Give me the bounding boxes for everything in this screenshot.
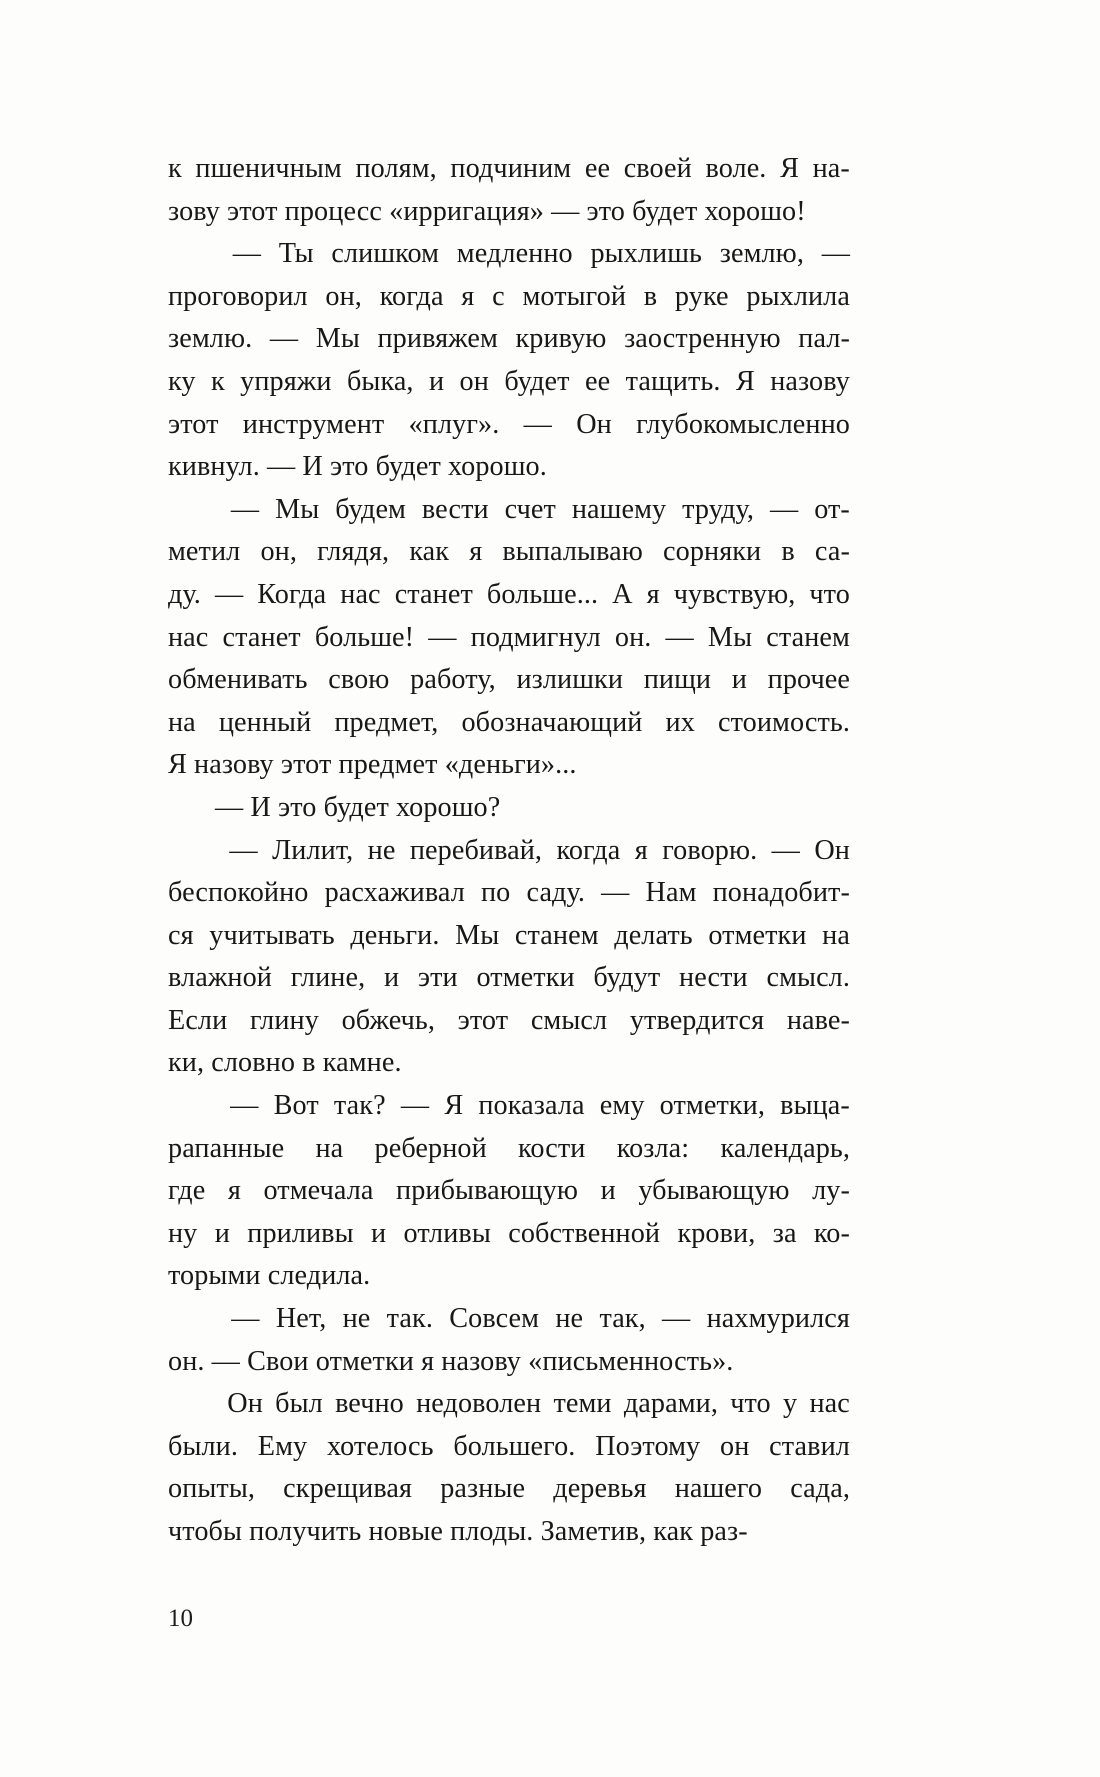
word: крови, bbox=[677, 1217, 756, 1249]
word: — bbox=[665, 621, 694, 653]
word: и bbox=[214, 1217, 230, 1249]
word: подчиним bbox=[450, 153, 572, 184]
word: я bbox=[227, 1175, 241, 1207]
word: землю, bbox=[719, 238, 804, 270]
text-line bbox=[168, 404, 850, 447]
word: рапанные bbox=[168, 1132, 285, 1164]
word: «плуг». bbox=[408, 408, 500, 440]
word: так, bbox=[599, 1303, 646, 1335]
word: недоволен bbox=[416, 1388, 542, 1420]
word: — bbox=[214, 578, 244, 610]
word: глядя, bbox=[317, 536, 390, 568]
text-line: — И это будет хорошо? bbox=[215, 791, 501, 823]
word: хотелось bbox=[326, 1430, 434, 1462]
word: и bbox=[383, 962, 400, 994]
word: так? bbox=[333, 1090, 386, 1122]
word: выпалываю bbox=[502, 536, 643, 568]
text-line bbox=[168, 830, 850, 873]
word: упряжи bbox=[240, 365, 332, 397]
word: нашего bbox=[674, 1473, 763, 1505]
word: Поэтому bbox=[595, 1430, 701, 1462]
word: нашему bbox=[571, 493, 667, 525]
word: нахмурился bbox=[706, 1303, 850, 1335]
word: сорняки bbox=[663, 536, 762, 568]
paragraph bbox=[168, 1298, 850, 1383]
word: глине, bbox=[290, 962, 366, 994]
word: этот bbox=[168, 408, 219, 440]
text-line: зову этот процесс «ирригация» — это будет хорошо! bbox=[168, 195, 806, 227]
text-line bbox=[168, 489, 850, 532]
paragraph bbox=[168, 1085, 850, 1298]
word: Я bbox=[780, 153, 799, 184]
word: рыхлишь bbox=[590, 238, 703, 270]
text-line bbox=[168, 276, 850, 319]
word: — bbox=[232, 238, 261, 270]
word: я bbox=[469, 536, 483, 568]
word: выца- bbox=[780, 1090, 850, 1122]
word: вести bbox=[421, 493, 489, 525]
word: больше! bbox=[314, 621, 415, 653]
word: медленно bbox=[456, 238, 573, 270]
word: — bbox=[428, 621, 457, 653]
word: был bbox=[275, 1388, 323, 1420]
text-line: торыми следила. bbox=[168, 1260, 371, 1292]
word: Мы bbox=[275, 493, 320, 525]
text-line bbox=[168, 574, 850, 617]
paragraph bbox=[168, 233, 850, 489]
word: разные bbox=[440, 1473, 526, 1505]
word: Ты bbox=[278, 238, 314, 270]
word: ко- bbox=[813, 1217, 850, 1249]
word: к bbox=[168, 153, 182, 184]
word: стоимость. bbox=[717, 706, 850, 738]
text-line bbox=[168, 957, 850, 1000]
word: работу, bbox=[410, 664, 496, 696]
word: на- bbox=[812, 153, 850, 184]
word: ему bbox=[599, 1090, 645, 1122]
word: — bbox=[771, 834, 800, 866]
text-line bbox=[168, 1000, 850, 1043]
word: учитывать bbox=[209, 919, 335, 951]
word: смысл. bbox=[766, 962, 850, 994]
word: когда bbox=[379, 280, 444, 312]
word: были. bbox=[168, 1430, 238, 1462]
word: он bbox=[459, 365, 489, 397]
word: ку bbox=[168, 365, 196, 397]
word: большего. bbox=[453, 1430, 576, 1462]
word: — bbox=[821, 238, 850, 270]
text-line bbox=[168, 1170, 850, 1213]
word: я bbox=[634, 834, 648, 866]
word: он, bbox=[325, 280, 362, 312]
word: рыхлила bbox=[746, 280, 850, 312]
text-line bbox=[168, 872, 850, 915]
word: ся bbox=[168, 919, 194, 951]
word: метил bbox=[168, 536, 241, 568]
word: Мы bbox=[707, 621, 753, 653]
word: их bbox=[665, 706, 695, 738]
word: обжечь, bbox=[341, 1004, 435, 1036]
paragraph-indent bbox=[168, 489, 215, 532]
word: Я bbox=[735, 365, 755, 397]
word: — bbox=[769, 493, 799, 525]
word: станем bbox=[766, 621, 850, 653]
word: — bbox=[230, 1090, 259, 1122]
word: этот bbox=[457, 1004, 509, 1036]
word: кости bbox=[518, 1132, 586, 1164]
word: когда bbox=[556, 834, 621, 866]
word: за bbox=[772, 1217, 797, 1249]
word: нас bbox=[168, 621, 209, 653]
paragraph bbox=[168, 1383, 850, 1553]
word: — bbox=[230, 493, 260, 525]
word: показала bbox=[478, 1090, 585, 1122]
word: ду. bbox=[168, 578, 201, 610]
word: назову bbox=[770, 365, 850, 397]
word: деревья bbox=[553, 1473, 647, 1505]
word: по bbox=[481, 877, 511, 909]
word: Он bbox=[227, 1388, 263, 1420]
word: делать bbox=[614, 919, 693, 951]
word: — bbox=[269, 323, 299, 355]
word: заостренную bbox=[624, 323, 781, 355]
word: в bbox=[781, 536, 795, 568]
word: Я bbox=[444, 1090, 464, 1122]
text-line bbox=[168, 1085, 850, 1128]
text-line bbox=[168, 702, 850, 745]
word: к bbox=[210, 365, 225, 397]
word: Мы bbox=[455, 919, 500, 951]
word: и bbox=[370, 1217, 387, 1249]
word: в bbox=[643, 280, 658, 312]
word: отметки, bbox=[659, 1090, 766, 1122]
word: я bbox=[646, 578, 660, 610]
paragraph-indent bbox=[168, 233, 215, 276]
word: перебивай, bbox=[409, 834, 543, 866]
word: излишки bbox=[516, 664, 624, 696]
text-line bbox=[168, 1298, 850, 1341]
word: ее bbox=[584, 153, 611, 184]
word: опыты, bbox=[168, 1473, 256, 1505]
text-line: Я назову этот предмет «деньги»... bbox=[168, 749, 577, 781]
word: станет bbox=[394, 578, 473, 610]
word: тащить. bbox=[625, 365, 721, 397]
word: кривую bbox=[515, 323, 607, 355]
word: наве- bbox=[786, 1004, 850, 1036]
word: не bbox=[342, 1303, 371, 1335]
word: смысл bbox=[530, 1004, 608, 1036]
word: будут bbox=[593, 962, 661, 994]
paragraph bbox=[168, 148, 850, 233]
word: от- bbox=[814, 493, 850, 525]
word: пищи bbox=[643, 664, 712, 696]
word: слишком bbox=[331, 238, 440, 270]
word: собственной bbox=[508, 1217, 661, 1249]
word: дарами, bbox=[623, 1388, 718, 1420]
word: Совсем bbox=[449, 1303, 540, 1335]
word: Лилит, bbox=[272, 834, 354, 866]
word: на bbox=[822, 919, 850, 951]
word: пал- bbox=[798, 323, 850, 355]
word: сада, bbox=[790, 1473, 850, 1505]
paragraph-indent bbox=[168, 1298, 215, 1341]
word: А bbox=[612, 578, 633, 610]
word: и bbox=[600, 1175, 616, 1207]
word: ну bbox=[168, 1217, 198, 1249]
word: проговорил bbox=[168, 280, 308, 312]
word: счет bbox=[504, 493, 556, 525]
word: так. bbox=[386, 1303, 433, 1335]
word: теми bbox=[553, 1388, 612, 1420]
word: — bbox=[601, 877, 630, 909]
word: — bbox=[400, 1090, 430, 1122]
word: деньги. bbox=[350, 919, 440, 951]
word: землю. bbox=[168, 323, 253, 355]
word: я bbox=[461, 280, 475, 312]
word: глубокомысленно bbox=[636, 408, 850, 440]
text-line bbox=[168, 1128, 850, 1171]
word: обменивать bbox=[168, 664, 308, 696]
word: Нет, bbox=[275, 1303, 327, 1335]
word: он, bbox=[260, 536, 297, 568]
word: станет bbox=[222, 621, 301, 653]
word: скрещивая bbox=[283, 1473, 413, 1505]
word: будем bbox=[335, 493, 406, 525]
word: козла: bbox=[616, 1132, 690, 1164]
paragraph bbox=[168, 489, 850, 787]
word: как bbox=[409, 536, 450, 568]
word: лу- bbox=[812, 1175, 850, 1207]
word: прочее bbox=[767, 664, 850, 696]
word: приливы bbox=[247, 1217, 354, 1249]
word: глину bbox=[249, 1004, 319, 1036]
word: с bbox=[492, 280, 505, 312]
word: расхаживал bbox=[324, 877, 465, 909]
word: он bbox=[720, 1430, 750, 1462]
text-line bbox=[168, 233, 850, 276]
text-line bbox=[168, 148, 850, 191]
word: руке bbox=[674, 280, 729, 312]
word: говорю. bbox=[662, 834, 758, 866]
word: где bbox=[168, 1175, 206, 1207]
word: отметки bbox=[708, 919, 807, 951]
word: эти bbox=[417, 962, 458, 994]
paragraph-indent bbox=[168, 830, 215, 873]
word: привяжем bbox=[377, 323, 498, 355]
word: Он bbox=[814, 834, 850, 866]
word: убывающую bbox=[638, 1175, 790, 1207]
word: не bbox=[367, 834, 396, 866]
word: нас bbox=[340, 578, 381, 610]
text-line bbox=[168, 318, 850, 361]
word: влажной bbox=[168, 962, 272, 994]
word: что bbox=[809, 578, 850, 610]
word: будет bbox=[504, 365, 570, 397]
word: у bbox=[783, 1388, 798, 1420]
word: Нам bbox=[645, 877, 697, 909]
word: мотыгой bbox=[522, 280, 627, 312]
word: Когда bbox=[257, 578, 327, 610]
word: ее bbox=[584, 365, 611, 397]
word: быка, bbox=[346, 365, 414, 397]
word: своей bbox=[623, 153, 692, 184]
paragraph bbox=[168, 787, 850, 830]
word: Он bbox=[576, 408, 612, 440]
word: и bbox=[428, 365, 445, 397]
word: нас bbox=[809, 1388, 850, 1420]
word: ценный bbox=[218, 706, 312, 738]
word: не bbox=[555, 1303, 584, 1335]
page-body-text bbox=[168, 148, 850, 1554]
word: станем bbox=[514, 919, 599, 951]
word: — bbox=[229, 834, 258, 866]
word: и bbox=[731, 664, 747, 696]
word: труду, bbox=[682, 493, 755, 525]
text-line bbox=[168, 1468, 850, 1511]
word: отливы bbox=[403, 1217, 491, 1249]
word: прибывающую bbox=[396, 1175, 579, 1207]
word: чувствую, bbox=[673, 578, 796, 610]
paragraph-indent bbox=[168, 1085, 215, 1128]
word: саду. bbox=[526, 877, 586, 909]
word: Мы bbox=[315, 323, 360, 355]
word: календарь, bbox=[720, 1132, 850, 1164]
word: подмигнул bbox=[470, 621, 601, 653]
word: пшеничным bbox=[195, 153, 342, 184]
text-line: чтобы получить новые плоды. Заметив, как раз- bbox=[168, 1516, 748, 1547]
text-line bbox=[168, 617, 850, 660]
text-line bbox=[168, 915, 850, 958]
text-line: кивнул. — И это будет хорошо. bbox=[168, 451, 547, 483]
word: обозначающий bbox=[461, 706, 643, 738]
text-line bbox=[168, 361, 850, 404]
word: на bbox=[315, 1132, 344, 1164]
word: ставил bbox=[769, 1430, 850, 1462]
word: он. bbox=[614, 621, 652, 653]
word: — bbox=[662, 1303, 691, 1335]
word: са- bbox=[814, 536, 850, 568]
word: больше... bbox=[486, 578, 599, 610]
word: предмет, bbox=[334, 706, 439, 738]
text-line: ки, словно в камне. bbox=[168, 1047, 402, 1079]
text-line: он. — Свои отметки я назову «письменность». bbox=[168, 1345, 734, 1377]
word: утвердится bbox=[629, 1004, 765, 1036]
word: инструмент bbox=[242, 408, 385, 440]
word: отметки bbox=[476, 962, 575, 994]
text-line bbox=[168, 1383, 850, 1426]
text-line bbox=[168, 531, 850, 574]
word: Ему bbox=[257, 1430, 308, 1462]
word: что bbox=[730, 1388, 771, 1420]
word: — bbox=[231, 1303, 260, 1335]
word: полям, bbox=[355, 153, 437, 184]
word: вечно bbox=[335, 1388, 404, 1420]
paragraph-indent bbox=[168, 1383, 215, 1426]
page-number: 10 bbox=[168, 1605, 193, 1632]
text-line bbox=[168, 1426, 850, 1469]
word: свою bbox=[328, 664, 390, 696]
word: понадобит- bbox=[712, 877, 850, 909]
word: воле. bbox=[705, 153, 767, 184]
word: — bbox=[523, 408, 552, 440]
word: реберной bbox=[374, 1132, 487, 1164]
word: на bbox=[168, 706, 196, 738]
word: беспокойно bbox=[168, 877, 309, 909]
text-line bbox=[168, 659, 850, 702]
word: отмечала bbox=[263, 1175, 374, 1207]
paragraph bbox=[168, 830, 850, 1086]
text-line bbox=[168, 1213, 850, 1256]
word: Если bbox=[168, 1004, 228, 1036]
word: нести bbox=[679, 962, 748, 994]
word: Вот bbox=[273, 1090, 319, 1122]
